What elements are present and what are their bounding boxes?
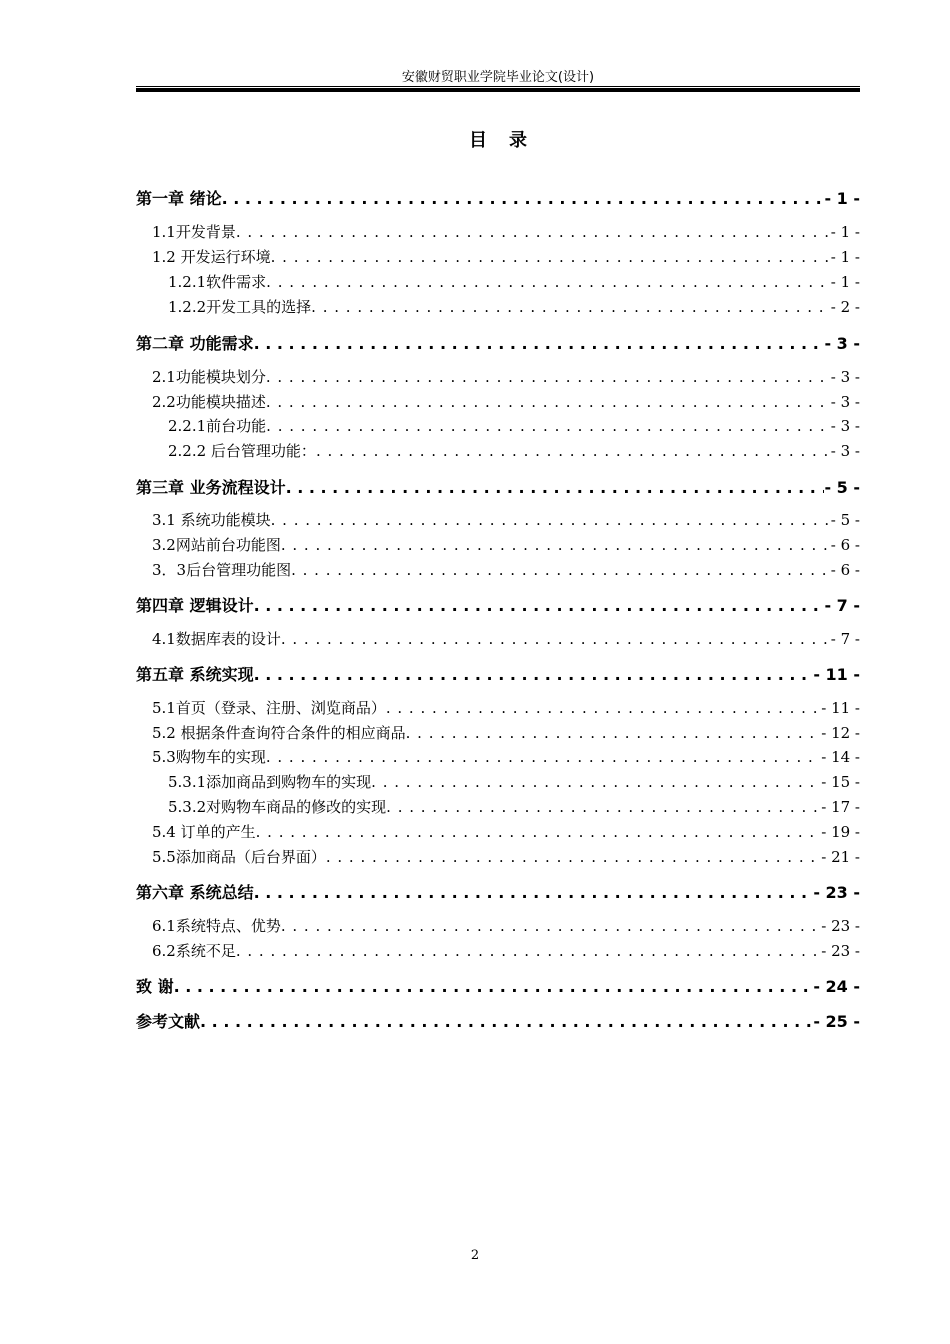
toc-entry-label: 2.1功能模块划分 xyxy=(152,368,266,386)
toc-dot-leader xyxy=(254,665,814,684)
toc-entry-page: - 6 - xyxy=(830,561,860,579)
toc-entry[interactable] xyxy=(136,974,860,996)
header-rule xyxy=(136,86,860,93)
toc-entry-page: - 5 - xyxy=(824,478,860,497)
toc-entry-page: - 3 - xyxy=(830,417,860,435)
toc-entry[interactable] xyxy=(136,186,860,208)
toc-entry-label: 第三章 业务流程设计 xyxy=(136,478,286,497)
toc-entry-label: 6.1系统特点、优势 xyxy=(152,917,281,935)
toc-dot-leader xyxy=(281,630,831,648)
toc-entry-label: 第一章 绪论 xyxy=(136,189,222,208)
toc-entry-label: 5.3.2对购物车商品的修改的实现 xyxy=(168,798,387,816)
toc-dot-leader xyxy=(316,442,831,460)
toc-dot-leader xyxy=(254,883,814,902)
toc-dot-leader xyxy=(326,848,821,866)
toc-dot-leader xyxy=(266,417,831,435)
toc-entry-label: 5.2 根据条件查询符合条件的相应商品 xyxy=(152,724,406,742)
toc-entry[interactable] xyxy=(136,366,860,388)
toc-entry[interactable] xyxy=(136,593,860,615)
toc-entry-label: 5.4 订单的产生 xyxy=(152,823,256,841)
toc-entry-page: - 5 - xyxy=(830,511,860,529)
toc-entry-label: 5.5添加商品（后台界面） xyxy=(152,848,326,866)
toc-entry-label: 4.1数据库表的设计 xyxy=(152,630,281,648)
toc-entry-label: 第五章 系统实现 xyxy=(136,665,254,684)
toc-entry[interactable] xyxy=(136,509,860,531)
toc-entry[interactable] xyxy=(136,246,860,268)
toc-entry[interactable] xyxy=(136,846,860,868)
toc-entry-page: - 12 - xyxy=(821,724,860,742)
toc-dot-leader xyxy=(291,561,831,579)
toc-entry-label: 第四章 逻辑设计 xyxy=(136,596,254,615)
toc-entry-label: 3.2网站前台功能图 xyxy=(152,536,281,554)
toc-entry-page: - 14 - xyxy=(821,748,860,766)
toc-entry[interactable] xyxy=(136,880,860,902)
toc-entry[interactable] xyxy=(136,796,860,818)
toc-entry-label: 5.1首页（登录、注册、浏览商品） xyxy=(152,699,386,717)
toc-dot-leader xyxy=(271,248,831,266)
toc-entry-label: 1.2.2开发工具的选择 xyxy=(168,298,312,316)
toc-entry-page: - 3 - xyxy=(830,368,860,386)
toc-dot-leader xyxy=(200,1012,813,1031)
toc-entry-page: - 11 - xyxy=(813,665,860,684)
toc-entry[interactable] xyxy=(136,628,860,650)
toc-dot-leader xyxy=(256,823,822,841)
toc-entry[interactable] xyxy=(136,415,860,437)
toc-dot-leader xyxy=(311,298,831,316)
toc-entry-page: - 3 - xyxy=(830,393,860,411)
toc-dot-leader xyxy=(222,189,825,208)
toc-entry[interactable] xyxy=(136,821,860,843)
toc-entry[interactable] xyxy=(136,296,860,318)
toc-entry-label: 1.1开发背景 xyxy=(152,223,236,241)
toc-entry-page: - 1 - xyxy=(824,189,860,208)
toc-entry[interactable] xyxy=(136,534,860,556)
toc-entry-label: 5.3.1添加商品到购物车的实现 xyxy=(168,773,372,791)
toc-entry[interactable] xyxy=(136,662,860,684)
toc-entry[interactable] xyxy=(136,940,860,962)
toc-entry[interactable] xyxy=(136,475,860,497)
toc-dot-leader xyxy=(236,223,831,241)
toc-entry-label: 1.2.1软件需求 xyxy=(168,273,267,291)
toc-dot-leader xyxy=(266,368,831,386)
toc-dot-leader xyxy=(406,724,822,742)
toc-entry-label: 1.2 开发运行环境 xyxy=(152,248,271,266)
toc-entry-label: 致 谢 xyxy=(136,977,174,996)
toc-entry[interactable] xyxy=(136,221,860,243)
toc-entry-page: - 7 - xyxy=(830,630,860,648)
toc-entry-label: 3.1 系统功能模块 xyxy=(152,511,271,529)
toc-entry-page: - 6 - xyxy=(830,536,860,554)
toc-dot-leader xyxy=(254,596,825,615)
toc-entry[interactable] xyxy=(136,771,860,793)
toc-entry-page: - 15 - xyxy=(821,773,860,791)
toc-entry[interactable] xyxy=(136,331,860,353)
toc-entry[interactable] xyxy=(136,722,860,744)
toc-dot-leader xyxy=(266,273,831,291)
toc-entry-page: - 1 - xyxy=(830,248,860,266)
toc-entry-label: 6.2系统不足 xyxy=(152,942,236,960)
toc-dot-leader xyxy=(174,977,814,996)
toc-entry-page: - 3 - xyxy=(824,334,860,353)
toc-entry-label: 2.2功能模块描述 xyxy=(152,393,266,411)
toc-title: 目录 xyxy=(469,130,549,151)
toc-entry-label: 第六章 系统总结 xyxy=(136,883,254,902)
toc-entry[interactable] xyxy=(136,697,860,719)
toc-entry-page: - 25 - xyxy=(813,1012,860,1031)
toc-dot-leader xyxy=(266,748,821,766)
toc-dot-leader xyxy=(254,334,825,353)
toc-dot-leader xyxy=(281,536,831,554)
toc-dot-leader xyxy=(236,942,821,960)
toc-dot-leader xyxy=(371,773,821,791)
toc-entry-page: - 1 - xyxy=(830,223,860,241)
toc-entry-label: 3．3后台管理功能图 xyxy=(152,561,292,579)
toc-entry-label: 2.2.1前台功能 xyxy=(168,417,267,435)
toc-entry-page: - 23 - xyxy=(813,883,860,902)
toc-dot-leader xyxy=(281,917,821,935)
toc-entry-page: - 23 - xyxy=(821,942,860,960)
toc-entry-page: - 1 - xyxy=(830,273,860,291)
toc-dot-leader xyxy=(271,511,831,529)
page-header-title: 安徽财贸职业学院毕业论文(设计) xyxy=(401,70,595,85)
toc-entry[interactable] xyxy=(136,391,860,413)
toc-entry-page: - 2 - xyxy=(830,298,860,316)
toc-entry-label: 2.2.2 后台管理功能： xyxy=(168,442,316,460)
header-rule-thick xyxy=(136,88,860,92)
toc-entry-page: - 21 - xyxy=(821,848,860,866)
toc-dot-leader xyxy=(266,393,831,411)
toc-entry[interactable] xyxy=(136,915,860,937)
toc-entry[interactable] xyxy=(136,440,860,462)
toc-entry-page: - 24 - xyxy=(813,977,860,996)
toc-entry-page: - 17 - xyxy=(821,798,860,816)
toc-entry-page: - 11 - xyxy=(821,699,860,717)
header-rule-thin xyxy=(136,86,860,87)
toc-entry-label: 第二章 功能需求 xyxy=(136,334,254,353)
toc-entry-page: - 23 - xyxy=(821,917,860,935)
toc-entry[interactable] xyxy=(136,1009,860,1031)
page-number: 2 xyxy=(470,1248,480,1263)
toc-dot-leader xyxy=(386,798,821,816)
toc-entry-page: - 7 - xyxy=(824,596,860,615)
toc-dot-leader xyxy=(286,478,825,497)
toc-entry[interactable] xyxy=(136,746,860,768)
toc-entry-label: 参考文献 xyxy=(136,1012,201,1031)
toc-entry-page: - 19 - xyxy=(821,823,860,841)
toc-dot-leader xyxy=(386,699,821,717)
toc-entry[interactable] xyxy=(136,559,860,581)
toc-entry[interactable] xyxy=(136,271,860,293)
toc-entry-label: 5.3购物车的实现 xyxy=(152,748,266,766)
toc-entry-page: - 3 - xyxy=(830,442,860,460)
